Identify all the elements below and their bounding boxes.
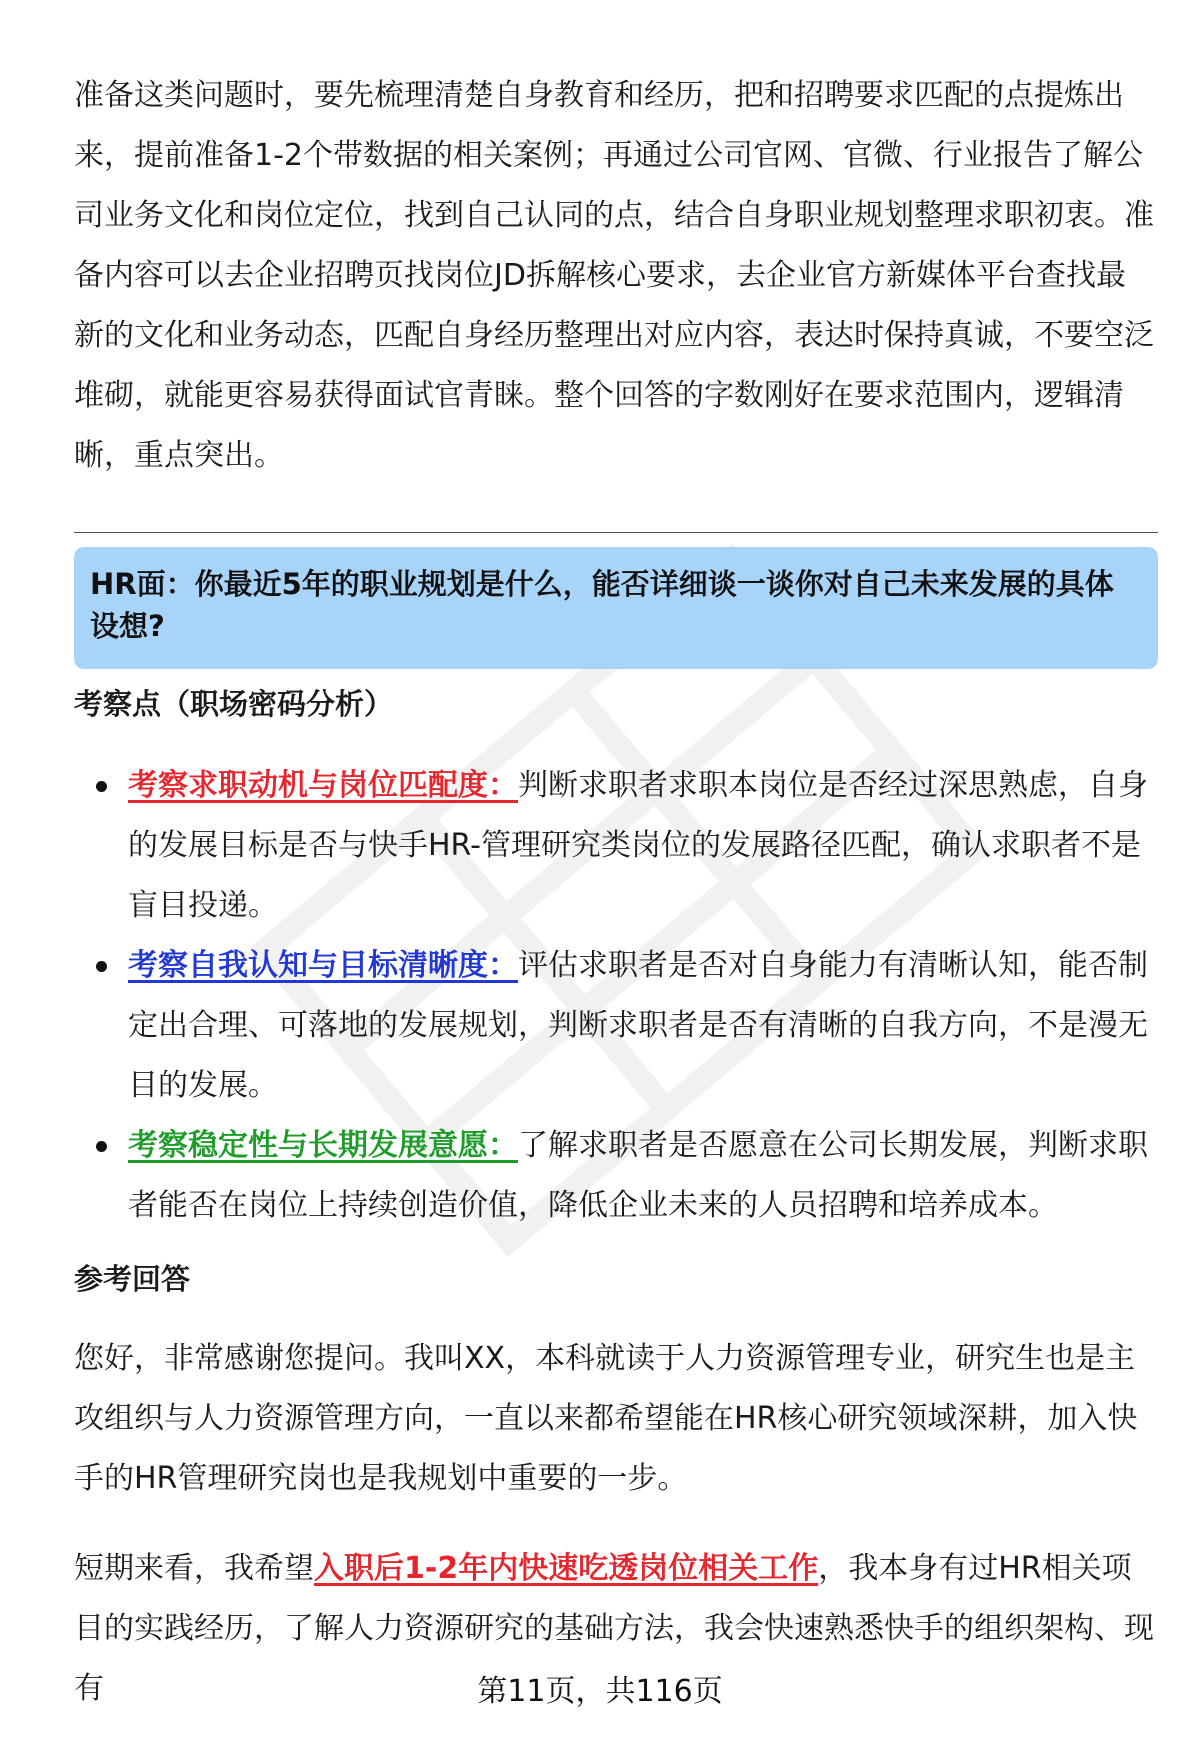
analysis-point xyxy=(74,756,1158,936)
page-footer: 第11页，共116页 xyxy=(477,1674,723,1709)
analysis-points-list xyxy=(74,756,1158,1236)
point-text: 评估求职者是否对自身能力有清晰认知，能否制定出合理、可落地的发展规划，判断求职者是否有清晰的自我方向，不是漫无目的发展。 xyxy=(128,948,1148,1103)
intro-paragraph: 准备这类问题时，要先梳理清楚自身教育和经历，把和招聘要求匹配的点提炼出来，提前准备1-2个带数据的相关案例；再通过公司官网、官微、行业报告了解公司业务文化和岗位定位，找到自己认同的点，结合自身职业规划整理求职初衷。准备内容可以去企业招聘页找岗位JD拆解核心要求，去企业官方新媒体平台查找最新的文化和业务动态，匹配自身经历整理出对应内容，表达时保持真诚，不要空泛堆砌，就能更容易获得面试官青睐。整个回答的字数刚好在要求范围内，逻辑清晰，重点突出。 xyxy=(74,78,1154,473)
answer-p2-rest: ，我本身有过HR相关项目的实践经历，了解人力资源研究的基础方法，我会快速熟悉快手的组织架构、现有 xyxy=(74,1551,1154,1706)
answer-p2-lead: 短期来看，我希望 xyxy=(74,1551,314,1586)
question-text: HR面：你最近5年的职业规划是什么，能否详细谈一谈你对自己未来发展的具体设想? xyxy=(90,567,1114,643)
analysis-point xyxy=(74,936,1158,1116)
answer-p2-highlight: 入职后1-2年内快速吃透岗位相关工作 xyxy=(314,1551,819,1586)
section-divider xyxy=(74,532,1158,533)
answer-heading: 参考回答 xyxy=(74,1262,191,1296)
point-text: 判断求职者求职本岗位是否经过深思熟虑，自身的发展目标是否与快手HR-管理研究类岗位的发展路径匹配，确认求职者不是盲目投递。 xyxy=(128,768,1148,923)
answer-paragraph-1: 您好，非常感谢您提问。我叫XX，本科就读于人力资源管理专业，研究生也是主攻组织与人力资源管理方向，一直以来都希望能在HR核心研究领域深耕，加入快手的HR管理研究岗也是我规划中重要的一步。 xyxy=(74,1341,1138,1496)
bullet-icon xyxy=(96,961,107,972)
bullet-icon xyxy=(96,1141,107,1152)
analysis-point xyxy=(74,1116,1158,1236)
bullet-icon xyxy=(96,781,107,792)
question-box xyxy=(74,547,1158,669)
point-keyword: 考察自我认知与目标清晰度： xyxy=(128,948,518,983)
point-keyword: 考察稳定性与长期发展意愿： xyxy=(128,1128,518,1163)
point-keyword: 考察求职动机与岗位匹配度： xyxy=(128,768,518,803)
analysis-heading: 考察点（职场密码分析） xyxy=(74,687,394,721)
point-text: 了解求职者是否愿意在公司长期发展，判断求职者能否在岗位上持续创造价值，降低企业未来的人员招聘和培养成本。 xyxy=(128,1128,1148,1223)
